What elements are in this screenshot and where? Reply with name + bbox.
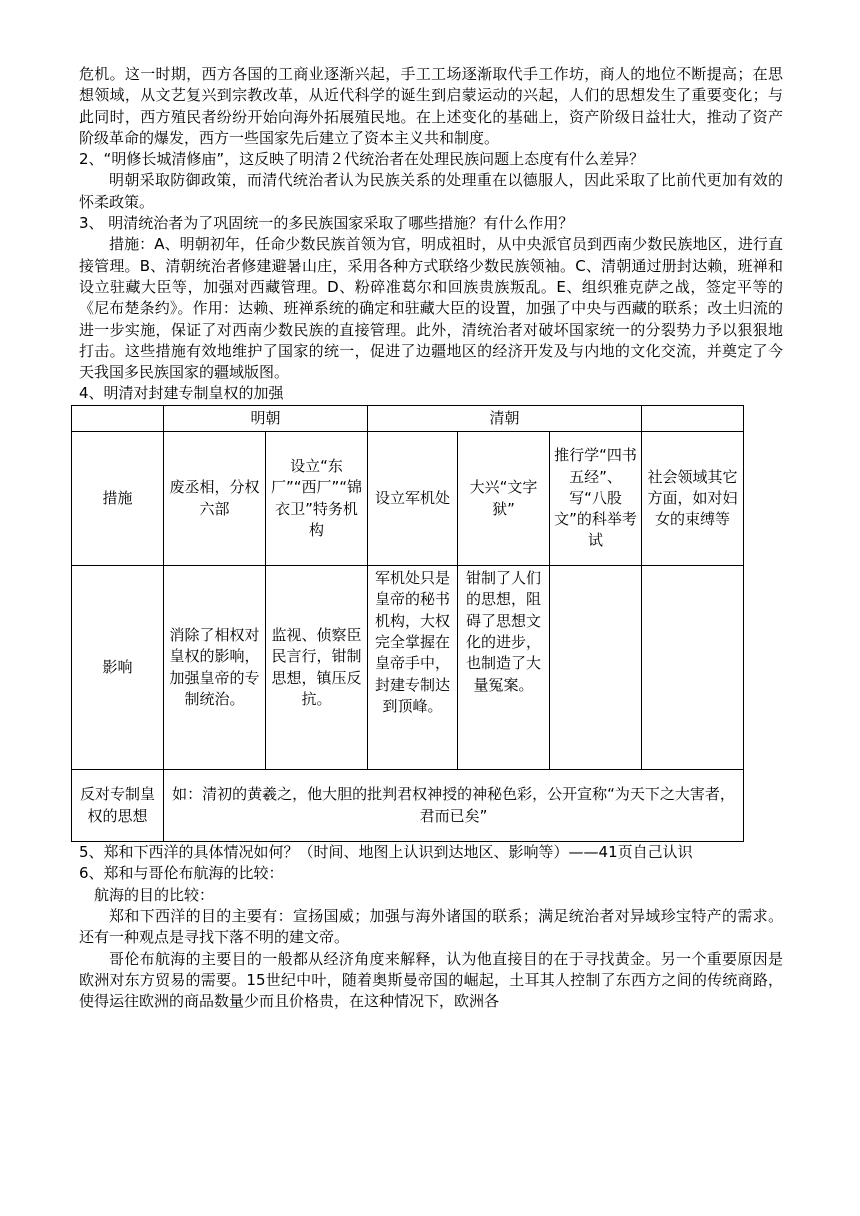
measure-cell: 设立“东厂”“西厂”“锦衣卫”特务机构: [266, 432, 368, 566]
opposition-cell: 如：清初的黄羲之，他大胆的批判君权神授的神秘色彩，公开宣称“为天下之大害者，君而已矣”: [164, 770, 744, 842]
question-3: 3、 明清统治者为了巩固统一的多民族国家采取了哪些措施？有什么作用？: [79, 214, 574, 233]
measure-cell: 大兴“文字狱”: [458, 432, 550, 566]
row-label-opposition: 反对专制皇权的思想: [72, 770, 164, 842]
header-ming: 明朝: [164, 405, 368, 431]
impact-cell: 消除了相权对皇权的影响，加强皇帝的专制统治。: [164, 566, 266, 770]
measure-cell: 设立军机处: [368, 432, 458, 566]
table-row-impact: [72, 566, 744, 770]
question-4: 4、明清对封建专制皇权的加强: [79, 384, 284, 403]
question-6: 6、郑和与哥伦布航海的比较：: [79, 864, 284, 883]
document-page: [79, 64, 783, 1012]
header-blank-cell: [642, 405, 744, 431]
intro-paragraph: 危机。这一时期，西方各国的工商业逐渐兴起，手工工场逐渐取代手工作坊，商人的地位不断提高；在思想领域，从文艺复兴到宗教改革，从近代科学的诞生到启蒙运动的兴起，人们的思想发生了重要变化；与此同时，西方殖民者纷纷开始向海外拓展殖民地。在上述变化的基础上，资产阶级日益壮大，推动了资产阶级革命的爆发，西方一些国家先后建立了资本主义共和制度。: [79, 65, 783, 147]
row-label-impact: 影响: [72, 566, 164, 770]
row-label-measures: 措施: [72, 432, 164, 566]
table-corner-cell: [72, 405, 164, 431]
table-row-measures: [72, 432, 744, 566]
zheng-he-purpose: 郑和下西洋的目的主要有：宣扬国威；加强与海外诸国的联系；满足统治者对异域珍宝特产的需求。还有一种观点是寻找下落不明的建文帝。: [79, 906, 783, 947]
impact-cell: 监视、侦察臣民言行，钳制思想，镇压反抗。: [266, 566, 368, 770]
purpose-subheading: 航海的目的比较：: [94, 885, 215, 904]
question-2: 2、“明修长城清修庙”，这反映了明清２代统治者在处理民族问题上态度有什么差异？: [79, 150, 645, 169]
measure-cell: 社会领域其它方面，如对妇女的束缚等: [642, 432, 744, 566]
header-qing: 清朝: [368, 405, 642, 431]
answer-2: 明朝采取防御政策，而清代统治者认为民族关系的处理重在以德服人，因此采取了比前代更加有效的怀柔政策。: [79, 171, 783, 211]
measure-cell: 推行学“四书五经”、写“八股文”的科举考试: [550, 432, 642, 566]
table-header-row: [72, 405, 744, 431]
impact-cell: [550, 566, 642, 770]
impact-cell: 军机处只是皇帝的秘书机构，大权完全掌握在皇帝手中，封建专制达到顶峰。: [368, 566, 458, 770]
question-5: 5、郑和下西洋的具体情况如何？（时间、地图上认识到达地区、影响等）——41页自己认识: [79, 843, 693, 862]
table-row-opposition: [72, 770, 744, 842]
impact-cell: 钳制了人们的思想，阻碍了思想文化的进步，也制造了大量冤案。: [458, 566, 550, 770]
answer-3: 措施：A、明朝初年，任命少数民族首领为官，明成祖时，从中央派官员到西南少数民族地区，进行直接管理。B、清朝统治者修建避暑山庄，采用各种方式联络少数民族领袖。C、清朝通过册封达赖，班禅和设立驻藏大臣等，加强对西藏管理。D、粉碎准葛尔和回族贵族叛乱。E、组织雅克萨之战，签定平等的《尼布楚条约》。作用：达赖、班禅系统的确定和驻藏大臣的设置，加强了中央与西藏的联系；改土归流的进一步实施，保证了对西南少数民族的直接管理。此外，清统治者对破坏国家统一的分裂势力予以狠狠地打击。这些措施有效地维护了国家的统一，促进了边疆地区的经济开发及与内地的文化交流，并奠定了今天我国多民族国家的疆域版图。: [79, 235, 783, 382]
columbus-purpose: 哥伦布航海的主要目的一般都从经济角度来解释，认为他直接目的在于寻找黄金。另一个重要原因是欧洲对东方贸易的需要。15世纪中叶，随着奥斯曼帝国的崛起，土耳其人控制了东西方之间的传统商路，使得运往欧洲的商品数量少而且价格贵，在这种情况下，欧洲各: [79, 949, 783, 1011]
impact-cell: [642, 566, 744, 770]
measure-cell: 废丞相，分权六部: [164, 432, 266, 566]
autocracy-table: [71, 405, 744, 842]
